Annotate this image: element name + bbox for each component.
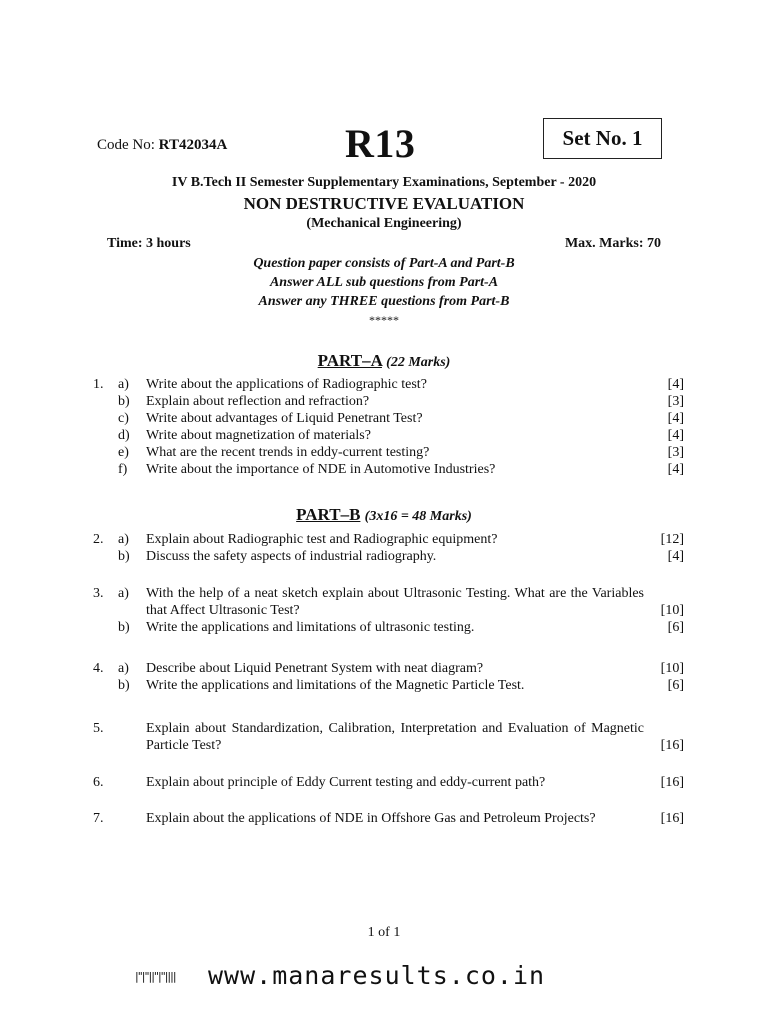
question-number: 1. xyxy=(93,377,104,392)
part-a-title: PART–A xyxy=(317,351,382,370)
sub-question-label: b) xyxy=(118,620,130,635)
question-row xyxy=(0,677,768,694)
question-marks: [4] xyxy=(667,411,684,426)
question-marks: [4] xyxy=(667,377,684,392)
question-row xyxy=(0,444,768,461)
question-row xyxy=(0,393,768,410)
question-number: 5. xyxy=(93,721,104,736)
code-value: RT42034A xyxy=(158,137,228,153)
subject-title: NON DESTRUCTIVE EVALUATION xyxy=(243,194,525,213)
question-marks: [16] xyxy=(660,738,684,753)
question-row xyxy=(0,531,768,548)
sub-question-label: a) xyxy=(118,586,129,601)
question-marks: [4] xyxy=(667,428,684,443)
exam-time: Time: 3 hours xyxy=(107,236,191,251)
question-marks: [3] xyxy=(667,445,684,460)
question-row xyxy=(0,660,768,677)
question-text: Discuss the safety aspects of industrial radiography. xyxy=(146,549,437,564)
page-number: 1 of 1 xyxy=(367,925,401,940)
part-b-heading xyxy=(0,505,768,525)
question-text: Write about the importance of NDE in Automotive Industries? xyxy=(146,462,496,477)
question-text: Explain about principle of Eddy Current testing and eddy-current path? xyxy=(146,775,546,790)
question-row xyxy=(0,720,768,754)
question-text: Explain about Standardization, Calibration, Interpretation and Evaluation of Magnetic Particle Test? xyxy=(146,721,644,753)
question-marks: [16] xyxy=(660,811,684,826)
question-text: With the help of a neat sketch explain about Ultrasonic Testing. What are the Variables that Affect Ultrasonic Test? xyxy=(146,586,644,618)
branch-name: (Mechanical Engineering) xyxy=(306,216,462,231)
question-marks: [12] xyxy=(660,532,684,547)
question-marks: [10] xyxy=(660,603,684,618)
question-row xyxy=(0,619,768,636)
sub-question-label: b) xyxy=(118,678,130,693)
part-b-marks: (3x16 = 48 Marks) xyxy=(364,509,472,524)
instruction-line: Question paper consists of Part-A and Part-B xyxy=(253,256,515,271)
instruction-line: Answer ALL sub questions from Part-A xyxy=(269,275,499,290)
max-marks: Max. Marks: 70 xyxy=(564,236,661,251)
code-number xyxy=(97,137,227,154)
question-text: Explain about Radiographic test and Radiographic equipment? xyxy=(146,532,498,547)
question-marks: [4] xyxy=(667,549,684,564)
exam-title: IV B.Tech II Semester Supplementary Examinations, September - 2020 xyxy=(171,175,597,190)
question-number: 3. xyxy=(93,586,104,601)
question-text: What are the recent trends in eddy-current testing? xyxy=(146,445,430,460)
sub-question-label: a) xyxy=(118,661,129,676)
question-text: Explain about reflection and refraction? xyxy=(146,394,370,409)
question-marks: [4] xyxy=(667,462,684,477)
part-b-title: PART–B xyxy=(296,505,361,524)
sub-question-label: b) xyxy=(118,549,130,564)
question-marks: [6] xyxy=(667,678,684,693)
question-row xyxy=(0,548,768,565)
website-watermark: www.manaresults.co.in xyxy=(208,961,546,990)
question-row xyxy=(0,376,768,393)
sub-question-label: d) xyxy=(118,428,130,443)
question-marks: [6] xyxy=(667,620,684,635)
question-row xyxy=(0,427,768,444)
part-a-heading xyxy=(0,351,768,371)
question-row xyxy=(0,774,768,791)
separator-stars: ***** xyxy=(369,313,399,327)
question-text: Describe about Liquid Penetrant System with neat diagram? xyxy=(146,661,484,676)
regulation-code: R13 xyxy=(345,121,416,166)
question-row xyxy=(0,810,768,827)
question-text: Write the applications and limitations of the Magnetic Particle Test. xyxy=(146,678,525,693)
sub-question-label: e) xyxy=(118,445,129,460)
set-number-box: Set No. 1 xyxy=(543,118,662,159)
question-number: 2. xyxy=(93,532,104,547)
barcode-marks: |''|''||''|''|||| xyxy=(135,970,176,983)
question-row xyxy=(0,461,768,478)
question-marks: [10] xyxy=(660,661,684,676)
question-marks: [16] xyxy=(660,775,684,790)
part-a-marks: (22 Marks) xyxy=(386,355,451,370)
instruction-line: Answer any THREE questions from Part-B xyxy=(258,294,510,309)
question-number: 7. xyxy=(93,811,104,826)
question-row xyxy=(0,410,768,427)
question-text: Write about the applications of Radiographic test? xyxy=(146,377,427,392)
question-text: Write about magnetization of materials? xyxy=(146,428,371,443)
sub-question-label: a) xyxy=(118,532,129,547)
sub-question-label: c) xyxy=(118,411,129,426)
sub-question-label: b) xyxy=(118,394,130,409)
sub-question-label: a) xyxy=(118,377,129,392)
question-row xyxy=(0,585,768,619)
sub-question-label: f) xyxy=(118,462,128,477)
code-label: Code No: xyxy=(97,137,155,153)
question-text: Write the applications and limitations of ultrasonic testing. xyxy=(146,620,475,635)
question-text: Write about advantages of Liquid Penetrant Test? xyxy=(146,411,423,426)
question-number: 6. xyxy=(93,775,104,790)
question-text: Explain about the applications of NDE in Offshore Gas and Petroleum Projects? xyxy=(146,811,596,826)
question-marks: [3] xyxy=(667,394,684,409)
question-number: 4. xyxy=(93,661,104,676)
